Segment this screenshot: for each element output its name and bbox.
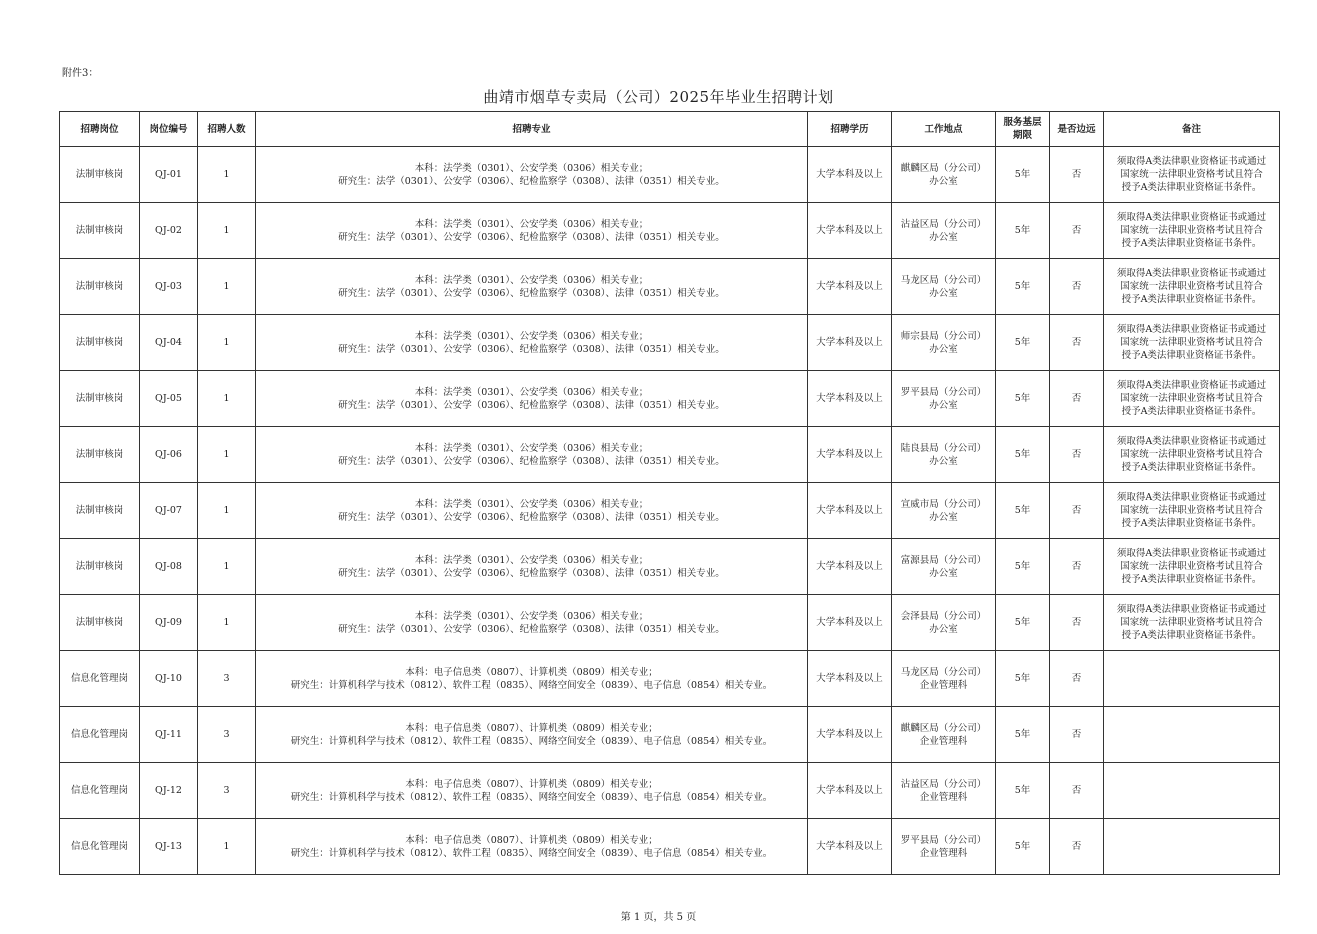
cell-service-period: 5年 — [996, 203, 1050, 259]
location-branch: 罗平县局（分公司） — [900, 386, 987, 398]
location-branch: 宣威市局（分公司） — [900, 498, 987, 510]
cell-service-period: 5年 — [996, 371, 1050, 427]
cell-education: 大学本科及以上 — [808, 203, 892, 259]
remark-line: 国家统一法律职业资格考试且符合 — [1120, 393, 1263, 404]
cell-remarks — [1104, 203, 1280, 259]
attachment-label: 附件3： — [62, 68, 99, 79]
location-branch: 罗平县局（分公司） — [900, 834, 987, 846]
major-graduate: 研究生：法学（0301）、公安学（0306）、纪检监察学（0308）、法律（0351）相关专业。 — [338, 231, 725, 243]
remark-line: 须取得A类法律职业资格证书或通过 — [1116, 492, 1267, 503]
major-graduate: 研究生：法学（0301）、公安学（0306）、纪检监察学（0308）、法律（0351）相关专业。 — [338, 455, 725, 467]
table-row — [60, 371, 1280, 427]
table-row — [60, 427, 1280, 483]
remark-line: 国家统一法律职业资格考试且符合 — [1120, 617, 1263, 628]
table-row — [60, 203, 1280, 259]
cell-remarks — [1104, 819, 1280, 875]
cell-code: QJ-04 — [140, 315, 198, 371]
location-department: 办公室 — [929, 175, 958, 187]
table-header-row — [60, 112, 1280, 147]
major-graduate: 研究生：法学（0301）、公安学（0306）、纪检监察学（0308）、法律（0351）相关专业。 — [338, 567, 725, 579]
table-row — [60, 539, 1280, 595]
cell-remarks — [1104, 651, 1280, 707]
cell-major — [256, 595, 808, 651]
remark-line: 授予A类法律职业资格证书条件。 — [1121, 182, 1262, 193]
major-undergrad: 本科：法学类（0301）、公安学类（0306）相关专业； — [414, 218, 649, 230]
cell-major — [256, 427, 808, 483]
major-graduate: 研究生：法学（0301）、公安学（0306）、纪检监察学（0308）、法律（0351）相关专业。 — [338, 287, 725, 299]
major-graduate: 研究生：计算机科学与技术（0812）、软件工程（0835）、网络空间安全（0839）、电子信息（0854）相关专业。 — [290, 679, 773, 691]
cell-code: QJ-09 — [140, 595, 198, 651]
location-branch: 麒麟区局（分公司） — [900, 722, 987, 734]
major-graduate: 研究生：计算机科学与技术（0812）、软件工程（0835）、网络空间安全（0839）、电子信息（0854）相关专业。 — [290, 791, 773, 803]
major-undergrad: 本科：法学类（0301）、公安学类（0306）相关专业； — [414, 330, 649, 342]
cell-remote: 否 — [1050, 315, 1104, 371]
location-branch: 会泽县局（分公司） — [900, 610, 987, 622]
location-department: 企业管理科 — [919, 735, 968, 747]
major-undergrad: 本科：法学类（0301）、公安学类（0306）相关专业； — [414, 610, 649, 622]
location-branch: 沾益区局（分公司） — [900, 218, 987, 230]
remark-line: 授予A类法律职业资格证书条件。 — [1121, 406, 1262, 417]
cell-code: QJ-05 — [140, 371, 198, 427]
major-undergrad: 本科：法学类（0301）、公安学类（0306）相关专业； — [414, 162, 649, 174]
remark-line: 国家统一法律职业资格考试且符合 — [1120, 449, 1263, 460]
header-education: 招聘学历 — [808, 112, 892, 147]
cell-remote: 否 — [1050, 203, 1104, 259]
cell-location — [892, 819, 996, 875]
cell-service-period: 5年 — [996, 539, 1050, 595]
header-major: 招聘专业 — [256, 112, 808, 147]
cell-location — [892, 763, 996, 819]
remark-line: 授予A类法律职业资格证书条件。 — [1121, 350, 1262, 361]
remark-line: 须取得A类法律职业资格证书或通过 — [1116, 156, 1267, 167]
header-remote: 是否边远 — [1050, 112, 1104, 147]
header-remarks: 备注 — [1104, 112, 1280, 147]
cell-location — [892, 539, 996, 595]
cell-count: 3 — [198, 651, 256, 707]
remark-line: 授予A类法律职业资格证书条件。 — [1121, 294, 1262, 305]
table-row — [60, 763, 1280, 819]
cell-position: 法制审核岗 — [60, 371, 140, 427]
cell-position: 信息化管理岗 — [60, 651, 140, 707]
cell-location — [892, 203, 996, 259]
location-department: 办公室 — [929, 231, 958, 243]
major-graduate: 研究生：法学（0301）、公安学（0306）、纪检监察学（0308）、法律（0351）相关专业。 — [338, 511, 725, 523]
remark-line: 国家统一法律职业资格考试且符合 — [1120, 505, 1263, 516]
major-undergrad: 本科：法学类（0301）、公安学类（0306）相关专业； — [414, 554, 649, 566]
cell-remarks — [1104, 483, 1280, 539]
header-location: 工作地点 — [892, 112, 996, 147]
cell-major — [256, 483, 808, 539]
cell-remote: 否 — [1050, 763, 1104, 819]
location-branch: 富源县局（分公司） — [900, 554, 987, 566]
cell-education: 大学本科及以上 — [808, 259, 892, 315]
cell-code: QJ-08 — [140, 539, 198, 595]
cell-location — [892, 707, 996, 763]
cell-code: QJ-13 — [140, 819, 198, 875]
table-row — [60, 707, 1280, 763]
cell-education: 大学本科及以上 — [808, 147, 892, 203]
cell-major — [256, 147, 808, 203]
major-undergrad: 本科：电子信息类（0807）、计算机类（0809）相关专业； — [405, 778, 658, 790]
header-service-line1: 服务基层 — [1003, 117, 1042, 128]
remark-line: 授予A类法律职业资格证书条件。 — [1121, 630, 1262, 641]
cell-education: 大学本科及以上 — [808, 483, 892, 539]
major-graduate: 研究生：法学（0301）、公安学（0306）、纪检监察学（0308）、法律（0351）相关专业。 — [338, 175, 725, 187]
cell-remote: 否 — [1050, 371, 1104, 427]
cell-major — [256, 651, 808, 707]
remark-line: 国家统一法律职业资格考试且符合 — [1120, 169, 1263, 180]
cell-remarks — [1104, 259, 1280, 315]
cell-remarks — [1104, 707, 1280, 763]
cell-position: 信息化管理岗 — [60, 763, 140, 819]
cell-position: 信息化管理岗 — [60, 819, 140, 875]
location-department: 办公室 — [929, 343, 958, 355]
cell-location — [892, 147, 996, 203]
cell-service-period: 5年 — [996, 595, 1050, 651]
cell-count: 1 — [198, 819, 256, 875]
cell-code: QJ-12 — [140, 763, 198, 819]
location-branch: 陆良县局（分公司） — [900, 442, 987, 454]
cell-service-period: 5年 — [996, 763, 1050, 819]
cell-remote: 否 — [1050, 483, 1104, 539]
cell-education: 大学本科及以上 — [808, 763, 892, 819]
cell-position: 法制审核岗 — [60, 147, 140, 203]
cell-count: 1 — [198, 427, 256, 483]
cell-location — [892, 483, 996, 539]
table-row — [60, 651, 1280, 707]
cell-remote: 否 — [1050, 427, 1104, 483]
page-title: 曲靖市烟草专卖局（公司）2025年毕业生招聘计划 — [483, 88, 834, 106]
cell-education: 大学本科及以上 — [808, 595, 892, 651]
cell-service-period: 5年 — [996, 315, 1050, 371]
location-department: 企业管理科 — [919, 679, 968, 691]
table-row — [60, 147, 1280, 203]
location-department: 办公室 — [929, 567, 958, 579]
cell-count: 1 — [198, 259, 256, 315]
cell-major — [256, 763, 808, 819]
location-department: 企业管理科 — [919, 847, 968, 859]
cell-education: 大学本科及以上 — [808, 707, 892, 763]
cell-major — [256, 203, 808, 259]
cell-code: QJ-11 — [140, 707, 198, 763]
cell-major — [256, 259, 808, 315]
cell-service-period: 5年 — [996, 651, 1050, 707]
cell-education: 大学本科及以上 — [808, 651, 892, 707]
header-code: 岗位编号 — [140, 112, 198, 147]
cell-location — [892, 427, 996, 483]
cell-code: QJ-10 — [140, 651, 198, 707]
cell-count: 1 — [198, 147, 256, 203]
remark-line: 授予A类法律职业资格证书条件。 — [1121, 462, 1262, 473]
cell-code: QJ-02 — [140, 203, 198, 259]
cell-position: 法制审核岗 — [60, 483, 140, 539]
cell-count: 1 — [198, 483, 256, 539]
cell-remote: 否 — [1050, 595, 1104, 651]
cell-service-period: 5年 — [996, 819, 1050, 875]
cell-education: 大学本科及以上 — [808, 315, 892, 371]
cell-position: 法制审核岗 — [60, 315, 140, 371]
cell-remarks — [1104, 763, 1280, 819]
cell-count: 1 — [198, 539, 256, 595]
cell-count: 3 — [198, 763, 256, 819]
remark-line: 须取得A类法律职业资格证书或通过 — [1116, 324, 1267, 335]
cell-code: QJ-01 — [140, 147, 198, 203]
header-service-period — [996, 112, 1050, 147]
table-row — [60, 483, 1280, 539]
cell-service-period: 5年 — [996, 147, 1050, 203]
page-footer: 第 1 页，共 5 页 — [620, 912, 697, 923]
cell-position: 信息化管理岗 — [60, 707, 140, 763]
cell-remote: 否 — [1050, 819, 1104, 875]
remark-line: 授予A类法律职业资格证书条件。 — [1121, 574, 1262, 585]
cell-position: 法制审核岗 — [60, 259, 140, 315]
major-undergrad: 本科：电子信息类（0807）、计算机类（0809）相关专业； — [405, 834, 658, 846]
cell-remarks — [1104, 539, 1280, 595]
remark-line: 须取得A类法律职业资格证书或通过 — [1116, 604, 1267, 615]
cell-remote: 否 — [1050, 651, 1104, 707]
location-branch: 马龙区局（分公司） — [900, 274, 987, 286]
major-graduate: 研究生：法学（0301）、公安学（0306）、纪检监察学（0308）、法律（0351）相关专业。 — [338, 343, 725, 355]
table-row — [60, 315, 1280, 371]
remark-line: 须取得A类法律职业资格证书或通过 — [1116, 436, 1267, 447]
table-row — [60, 259, 1280, 315]
major-undergrad: 本科：法学类（0301）、公安学类（0306）相关专业； — [414, 386, 649, 398]
cell-count: 1 — [198, 203, 256, 259]
major-graduate: 研究生：计算机科学与技术（0812）、软件工程（0835）、网络空间安全（0839）、电子信息（0854）相关专业。 — [290, 847, 773, 859]
location-department: 办公室 — [929, 455, 958, 467]
cell-remarks — [1104, 427, 1280, 483]
cell-major — [256, 819, 808, 875]
cell-service-period: 5年 — [996, 259, 1050, 315]
cell-code: QJ-07 — [140, 483, 198, 539]
cell-count: 1 — [198, 315, 256, 371]
major-undergrad: 本科：法学类（0301）、公安学类（0306）相关专业； — [414, 274, 649, 286]
cell-service-period: 5年 — [996, 427, 1050, 483]
remark-line: 国家统一法律职业资格考试且符合 — [1120, 561, 1263, 572]
major-undergrad: 本科：电子信息类（0807）、计算机类（0809）相关专业； — [405, 722, 658, 734]
cell-remote: 否 — [1050, 259, 1104, 315]
cell-location — [892, 651, 996, 707]
major-graduate: 研究生：法学（0301）、公安学（0306）、纪检监察学（0308）、法律（0351）相关专业。 — [338, 623, 725, 635]
location-branch: 师宗县局（分公司） — [900, 330, 987, 342]
cell-count: 3 — [198, 707, 256, 763]
cell-remarks — [1104, 595, 1280, 651]
remark-line: 国家统一法律职业资格考试且符合 — [1120, 337, 1263, 348]
header-position: 招聘岗位 — [60, 112, 140, 147]
remark-line: 国家统一法律职业资格考试且符合 — [1120, 281, 1263, 292]
remark-line: 授予A类法律职业资格证书条件。 — [1121, 518, 1262, 529]
cell-remote: 否 — [1050, 707, 1104, 763]
major-graduate: 研究生：法学（0301）、公安学（0306）、纪检监察学（0308）、法律（0351）相关专业。 — [338, 399, 725, 411]
major-undergrad: 本科：法学类（0301）、公安学类（0306）相关专业； — [414, 442, 649, 454]
cell-location — [892, 371, 996, 427]
table-row — [60, 595, 1280, 651]
remark-line: 国家统一法律职业资格考试且符合 — [1120, 225, 1263, 236]
cell-education: 大学本科及以上 — [808, 819, 892, 875]
cell-remarks — [1104, 371, 1280, 427]
cell-education: 大学本科及以上 — [808, 427, 892, 483]
major-graduate: 研究生：计算机科学与技术（0812）、软件工程（0835）、网络空间安全（0839）、电子信息（0854）相关专业。 — [290, 735, 773, 747]
cell-education: 大学本科及以上 — [808, 371, 892, 427]
header-count: 招聘人数 — [198, 112, 256, 147]
cell-count: 1 — [198, 595, 256, 651]
location-department: 企业管理科 — [919, 791, 968, 803]
cell-location — [892, 259, 996, 315]
cell-code: QJ-03 — [140, 259, 198, 315]
remark-line: 须取得A类法律职业资格证书或通过 — [1116, 268, 1267, 279]
cell-location — [892, 315, 996, 371]
major-undergrad: 本科：电子信息类（0807）、计算机类（0809）相关专业； — [405, 666, 658, 678]
remark-line: 须取得A类法律职业资格证书或通过 — [1116, 548, 1267, 559]
cell-major — [256, 539, 808, 595]
remark-line: 授予A类法律职业资格证书条件。 — [1121, 238, 1262, 249]
cell-position: 法制审核岗 — [60, 203, 140, 259]
cell-count: 1 — [198, 371, 256, 427]
cell-location — [892, 595, 996, 651]
cell-service-period: 5年 — [996, 707, 1050, 763]
cell-service-period: 5年 — [996, 483, 1050, 539]
location-branch: 马龙区局（分公司） — [900, 666, 987, 678]
cell-remarks — [1104, 315, 1280, 371]
location-department: 办公室 — [929, 623, 958, 635]
cell-remote: 否 — [1050, 147, 1104, 203]
cell-remarks — [1104, 147, 1280, 203]
cell-position: 法制审核岗 — [60, 539, 140, 595]
remark-line: 须取得A类法律职业资格证书或通过 — [1116, 380, 1267, 391]
cell-remote: 否 — [1050, 539, 1104, 595]
cell-major — [256, 371, 808, 427]
table-row — [60, 819, 1280, 875]
cell-major — [256, 315, 808, 371]
location-department: 办公室 — [929, 399, 958, 411]
location-department: 办公室 — [929, 511, 958, 523]
cell-code: QJ-06 — [140, 427, 198, 483]
location-department: 办公室 — [929, 287, 958, 299]
location-branch: 麒麟区局（分公司） — [900, 162, 987, 174]
cell-education: 大学本科及以上 — [808, 539, 892, 595]
header-service-line2: 期限 — [1012, 130, 1032, 141]
cell-position: 法制审核岗 — [60, 595, 140, 651]
cell-position: 法制审核岗 — [60, 427, 140, 483]
major-undergrad: 本科：法学类（0301）、公安学类（0306）相关专业； — [414, 498, 649, 510]
location-branch: 沾益区局（分公司） — [900, 778, 987, 790]
remark-line: 须取得A类法律职业资格证书或通过 — [1116, 212, 1267, 223]
recruitment-table — [59, 111, 1280, 875]
cell-major — [256, 707, 808, 763]
